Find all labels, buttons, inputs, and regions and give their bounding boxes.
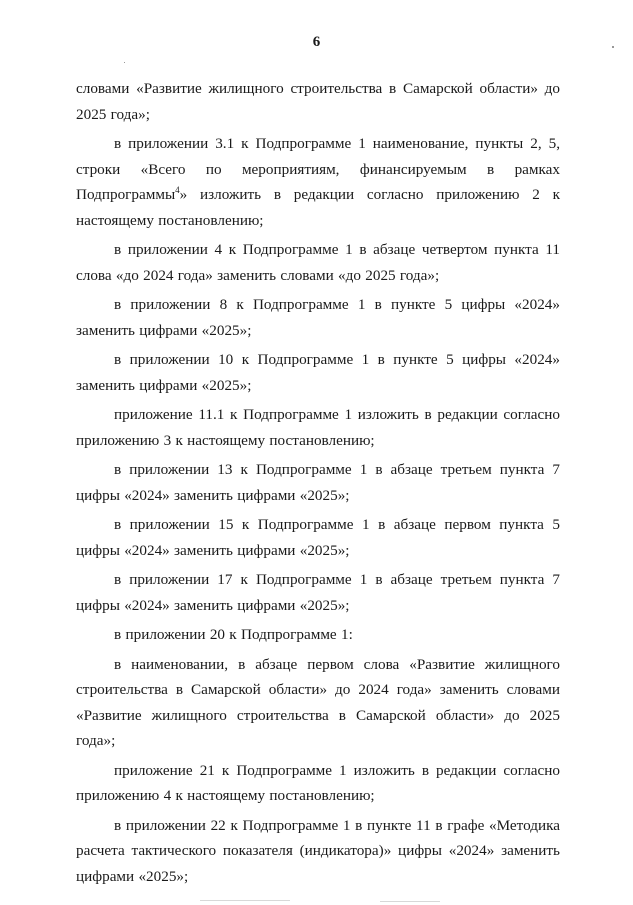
paragraph-2-text: в приложении 3.1 к Подпрограмме 1 наименование, пункты 2, 5, строки «Всего по мероприятиям, финансируемым в рамках Подпрограммы — [76, 135, 560, 203]
paragraph-1: словами «Развитие жилищного строительства в Самарской области» до 2025 года»; — [76, 80, 560, 123]
paragraph-7: в приложении 13 к Подпрограмме 1 в абзаце третьем пункта 7 цифры «2024» заменить цифрами «2025»; — [76, 461, 560, 504]
paragraph-11: в наименовании, в абзаце первом слова «Развитие жилищного строительства в Самарской области» до 2024 года» заменить словами «Развитие жилищного строительства в Самарской области» до 2025 года»; — [76, 655, 560, 749]
scan-speck — [612, 46, 614, 48]
paragraph-9: в приложении 17 к Подпрограмме 1 в абзаце третьем пункта 7 цифры «2024» заменить цифрами «2025»; — [76, 571, 560, 614]
paragraph-10: в приложении 20 к Подпрограмме 1: — [114, 626, 353, 643]
footnote-marker: 4 — [175, 184, 180, 195]
page-number: 6 — [312, 34, 321, 50]
paragraph-6: приложение 11.1 к Подпрограмме 1 изложить в редакции согласно приложению 3 к настоящему постановлению; — [76, 406, 560, 449]
paragraph-8: в приложении 15 к Подпрограмме 1 в абзаце первом пункта 5 цифры «2024» заменить цифрами «2025»; — [76, 516, 560, 559]
paragraph-3: в приложении 4 к Подпрограмме 1 в абзаце четвертом пункта 11 слова «до 2024 года» заменить словами «до 2025 года»; — [76, 241, 560, 284]
scan-edge-mark — [380, 901, 440, 902]
paragraph-4: в приложении 8 к Подпрограмме 1 в пункте 5 цифры «2024» заменить цифрами «2025»; — [76, 296, 560, 339]
document-body — [76, 76, 560, 889]
scan-edge-mark — [200, 900, 290, 901]
paragraph-13: в приложении 22 к Подпрограмме 1 в пункте 11 в графе «Методика расчета тактического показателя (индикатора)» цифры «2024» заменить цифрами «2025»; — [76, 816, 560, 885]
paragraph-2 — [76, 131, 560, 233]
paragraph-5: в приложении 10 к Подпрограмме 1 в пункте 5 цифры «2024» заменить цифрами «2025»; — [76, 351, 560, 394]
paragraph-12: приложение 21 к Подпрограмме 1 изложить в редакции согласно приложению 4 к настоящему постановлению; — [76, 761, 560, 804]
scan-speck — [124, 62, 125, 63]
paragraph-2-text-cont: » изложить в редакции согласно приложению 2 к настоящему постановлению; — [76, 186, 560, 229]
